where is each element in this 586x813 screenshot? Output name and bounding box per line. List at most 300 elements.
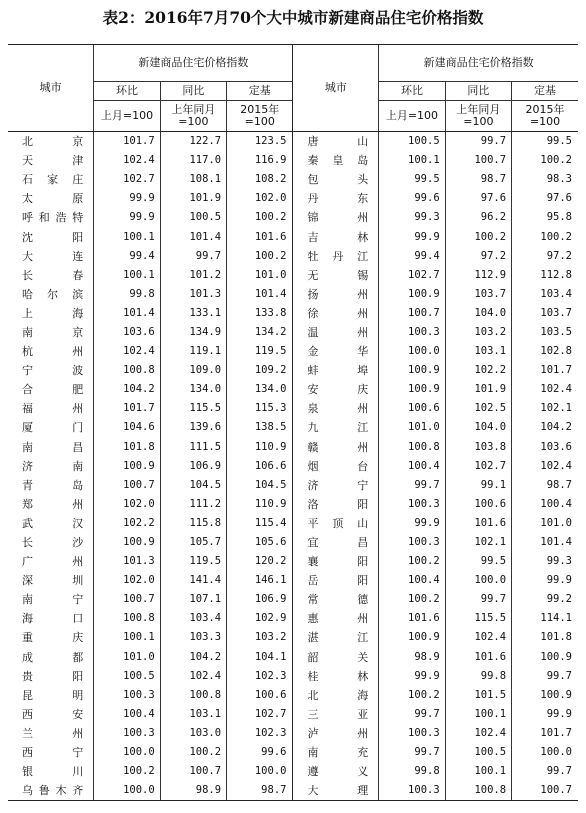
city-cell: 牡丹江 (293, 247, 379, 266)
yoy-cell: 99.7 (445, 590, 511, 609)
city-cell: 蚌埠 (293, 361, 379, 380)
yoy-cell: 115.5 (160, 399, 226, 418)
city-cell: 扬州 (293, 285, 379, 304)
mom-cell: 102.7 (379, 266, 445, 285)
fixed-cell: 101.7 (512, 361, 578, 380)
mom-cell: 99.6 (379, 189, 445, 208)
city-cell: 厦门 (22, 421, 84, 435)
yoy-cell: 103.1 (445, 342, 511, 361)
mom-cell: 99.7 (379, 476, 445, 495)
fixed-cell: 100.6 (227, 686, 293, 705)
fixed-cell: 102.4 (512, 380, 578, 399)
fixed-cell: 134.0 (227, 380, 293, 399)
mom-cell: 99.8 (94, 285, 160, 304)
mom-cell: 100.8 (379, 438, 445, 457)
mom-cell: 100.8 (94, 609, 160, 628)
city-cell: 西宁 (22, 746, 84, 760)
mom-cell: 100.2 (379, 686, 445, 705)
fixed-cell: 100.2 (227, 208, 293, 227)
mom-cell: 102.0 (94, 495, 160, 514)
index-group-header-right: 新建商品住宅价格指数 (379, 45, 578, 82)
mom-cell: 100.3 (94, 686, 160, 705)
yoy-base-right: 上年同月=100 (445, 101, 511, 132)
yoy-cell: 107.1 (160, 590, 226, 609)
yoy-cell: 97.2 (445, 247, 511, 266)
table-row (8, 380, 578, 399)
yoy-cell: 102.4 (160, 667, 226, 686)
yoy-cell: 99.7 (160, 247, 226, 266)
table-row (8, 361, 578, 380)
yoy-cell: 98.7 (445, 170, 511, 189)
fixed-cell: 109.2 (227, 361, 293, 380)
yoy-cell: 100.6 (445, 495, 511, 514)
fixed-cell: 119.5 (227, 342, 293, 361)
mom-cell: 99.9 (94, 208, 160, 227)
mom-cell: 100.1 (94, 628, 160, 647)
table-title: 表2：2016年7月70个大中城市新建商品住宅价格指数 (102, 8, 484, 27)
yoy-cell: 105.7 (160, 533, 226, 552)
fixed-cell: 114.1 (512, 609, 578, 628)
table-row (8, 304, 578, 323)
index-group-header-left: 新建商品住宅价格指数 (94, 45, 293, 82)
city-cell: 济南 (22, 459, 84, 473)
mom-cell: 100.9 (379, 628, 445, 647)
mom-cell: 100.4 (379, 571, 445, 590)
fixed-cell: 99.6 (227, 743, 293, 762)
table-row (8, 762, 578, 781)
table-row (8, 781, 578, 801)
yoy-cell: 100.2 (445, 227, 511, 246)
yoy-cell: 99.5 (445, 552, 511, 571)
city-cell: 贵阳 (22, 669, 84, 683)
mom-cell: 99.8 (379, 762, 445, 781)
table-row (8, 227, 578, 246)
city-cell: 北海 (293, 686, 379, 705)
city-cell: 福州 (22, 402, 84, 416)
mom-cell: 101.6 (379, 609, 445, 628)
city-cell: 大理 (293, 781, 379, 801)
yoy-cell: 108.1 (160, 170, 226, 189)
yoy-cell: 117.0 (160, 151, 226, 170)
fixed-cell: 102.1 (512, 399, 578, 418)
mom-base-left: 上月=100 (94, 101, 160, 132)
mom-cell: 101.0 (94, 648, 160, 667)
fixed-cell: 99.5 (512, 132, 578, 152)
table-row (8, 342, 578, 361)
city-cell: 重庆 (22, 631, 84, 645)
yoy-cell: 102.4 (445, 628, 511, 647)
city-cell: 湛江 (293, 628, 379, 647)
yoy-cell: 102.7 (445, 457, 511, 476)
yoy-cell: 103.1 (160, 705, 226, 724)
fixed-cell: 101.4 (227, 285, 293, 304)
mom-cell: 101.3 (94, 552, 160, 571)
table-row (8, 686, 578, 705)
yoy-cell: 99.1 (445, 476, 511, 495)
yoy-cell: 103.2 (445, 323, 511, 342)
fixed-cell: 106.9 (227, 590, 293, 609)
fixed-cell: 103.2 (227, 628, 293, 647)
mom-cell: 101.7 (94, 132, 160, 152)
table-row (8, 552, 578, 571)
table-row (8, 151, 578, 170)
city-cell: 洛阳 (293, 495, 379, 514)
city-cell: 西安 (22, 707, 84, 721)
table-row (8, 724, 578, 743)
yoy-cell: 104.0 (445, 304, 511, 323)
mom-cell: 99.4 (379, 247, 445, 266)
city-cell: 赣州 (293, 438, 379, 457)
city-cell: 金华 (293, 342, 379, 361)
fixed-cell: 102.8 (512, 342, 578, 361)
mom-cell: 102.7 (94, 170, 160, 189)
mom-cell: 100.3 (94, 724, 160, 743)
city-cell: 桂林 (293, 667, 379, 686)
yoy-cell: 100.5 (445, 743, 511, 762)
city-cell: 惠州 (293, 609, 379, 628)
city-cell: 宜昌 (293, 533, 379, 552)
fixed-cell: 104.5 (227, 476, 293, 495)
fixed-cell: 98.7 (227, 781, 293, 801)
fixed-cell: 138.5 (227, 418, 293, 437)
city-cell: 长沙 (22, 536, 84, 550)
fixed-cell: 101.0 (512, 514, 578, 533)
yoy-cell: 115.8 (160, 514, 226, 533)
mom-cell: 104.2 (94, 380, 160, 399)
city-cell: 武汉 (22, 516, 84, 530)
city-header-right: 城市 (293, 45, 379, 132)
city-cell: 南昌 (22, 440, 84, 454)
table-row (8, 399, 578, 418)
fixed-cell: 103.7 (512, 304, 578, 323)
yoy-cell: 102.1 (445, 533, 511, 552)
fixed-cell: 101.0 (227, 266, 293, 285)
city-cell: 南宁 (22, 593, 84, 607)
city-cell: 海口 (22, 612, 84, 626)
city-cell: 南京 (22, 325, 84, 339)
fixed-cell: 108.2 (227, 170, 293, 189)
table-row (8, 438, 578, 457)
yoy-cell: 103.7 (445, 285, 511, 304)
fixed-cell: 95.8 (512, 208, 578, 227)
city-cell: 泸州 (293, 724, 379, 743)
city-cell: 锦州 (293, 208, 379, 227)
mom-cell: 101.8 (94, 438, 160, 457)
city-cell: 丹东 (293, 189, 379, 208)
city-cell: 襄阳 (293, 552, 379, 571)
yoy-cell: 100.2 (160, 743, 226, 762)
yoy-cell: 100.7 (445, 151, 511, 170)
mom-cell: 100.3 (379, 533, 445, 552)
city-cell: 徐州 (293, 304, 379, 323)
yoy-cell: 119.5 (160, 552, 226, 571)
mom-cell: 99.5 (379, 170, 445, 189)
mom-cell: 102.4 (94, 342, 160, 361)
mom-cell: 101.0 (379, 418, 445, 437)
fixed-cell: 112.8 (512, 266, 578, 285)
table-row (8, 743, 578, 762)
fixed-cell: 100.4 (512, 495, 578, 514)
table-row (8, 170, 578, 189)
city-cell: 太原 (22, 192, 84, 206)
mom-cell: 100.3 (379, 323, 445, 342)
city-cell: 秦皇岛 (293, 151, 379, 170)
city-cell: 沈阳 (22, 230, 84, 244)
mom-cell: 99.7 (379, 705, 445, 724)
table-body (8, 132, 578, 801)
fixed-cell: 101.6 (227, 227, 293, 246)
mom-cell: 99.9 (379, 514, 445, 533)
mom-cell: 100.2 (379, 552, 445, 571)
yoy-cell: 99.8 (445, 667, 511, 686)
yoy-cell: 101.2 (160, 266, 226, 285)
mom-cell: 100.0 (379, 342, 445, 361)
yoy-header-left: 同比 (160, 82, 226, 101)
yoy-cell: 134.0 (160, 380, 226, 399)
mom-cell: 99.9 (94, 189, 160, 208)
table-row (8, 266, 578, 285)
city-cell: 杭州 (22, 345, 84, 359)
fixed-cell: 99.9 (512, 705, 578, 724)
fixed-cell: 116.9 (227, 151, 293, 170)
yoy-cell: 98.9 (160, 781, 226, 801)
city-cell: 三亚 (293, 705, 379, 724)
yoy-cell: 100.8 (445, 781, 511, 801)
city-cell: 银川 (22, 765, 84, 779)
city-cell: 吉林 (293, 227, 379, 246)
yoy-cell: 101.6 (445, 514, 511, 533)
mom-cell: 100.1 (94, 266, 160, 285)
city-cell: 济宁 (293, 476, 379, 495)
city-cell: 石家庄 (22, 173, 84, 187)
fixed-cell: 100.0 (512, 743, 578, 762)
yoy-cell: 103.8 (445, 438, 511, 457)
fixed-cell: 120.2 (227, 552, 293, 571)
mom-cell: 101.7 (94, 399, 160, 418)
yoy-cell: 101.3 (160, 285, 226, 304)
fixed-cell: 98.7 (512, 476, 578, 495)
mom-cell: 100.7 (94, 476, 160, 495)
table-row (8, 533, 578, 552)
city-cell: 长春 (22, 268, 84, 282)
mom-cell: 102.2 (94, 514, 160, 533)
table-row (8, 609, 578, 628)
table-row (8, 667, 578, 686)
mom-cell: 100.5 (94, 667, 160, 686)
city-cell: 深圳 (22, 574, 84, 588)
fixed-cell: 110.9 (227, 495, 293, 514)
yoy-cell: 133.1 (160, 304, 226, 323)
yoy-cell: 103.3 (160, 628, 226, 647)
table-row (8, 514, 578, 533)
city-header-left: 城市 (8, 45, 94, 132)
city-cell: 烟台 (293, 457, 379, 476)
fixed-cell: 100.9 (512, 648, 578, 667)
yoy-cell: 111.2 (160, 495, 226, 514)
city-cell: 呼和浩特 (22, 211, 84, 225)
city-cell: 常德 (293, 590, 379, 609)
mom-cell: 102.0 (94, 571, 160, 590)
city-cell: 九江 (293, 418, 379, 437)
table-row (8, 571, 578, 590)
yoy-cell: 112.9 (445, 266, 511, 285)
yoy-cell: 101.4 (160, 227, 226, 246)
yoy-cell: 115.5 (445, 609, 511, 628)
fixed-base-left: 2015年=100 (227, 101, 293, 132)
table-row (8, 418, 578, 437)
mom-cell: 99.9 (379, 667, 445, 686)
mom-header-left: 环比 (94, 82, 160, 101)
yoy-cell: 100.8 (160, 686, 226, 705)
table-row (8, 457, 578, 476)
mom-cell: 100.2 (94, 762, 160, 781)
city-cell: 宁波 (22, 364, 84, 378)
city-cell: 昆明 (22, 688, 84, 702)
yoy-header-right: 同比 (445, 82, 511, 101)
table-row (8, 476, 578, 495)
city-cell: 青岛 (22, 478, 84, 492)
mom-cell: 100.6 (379, 399, 445, 418)
mom-cell: 99.7 (379, 743, 445, 762)
table-row (8, 323, 578, 342)
city-cell: 唐山 (293, 132, 379, 152)
table-row (8, 285, 578, 304)
city-cell: 平顶山 (293, 514, 379, 533)
fixed-cell: 102.4 (512, 457, 578, 476)
city-cell: 广州 (22, 555, 84, 569)
fixed-cell: 104.1 (227, 648, 293, 667)
mom-cell: 100.0 (94, 781, 160, 801)
yoy-cell: 134.9 (160, 323, 226, 342)
city-cell: 安庆 (293, 380, 379, 399)
mom-header-right: 环比 (379, 82, 445, 101)
city-cell: 上海 (22, 306, 84, 320)
yoy-cell: 106.9 (160, 457, 226, 476)
table-row (8, 208, 578, 227)
yoy-cell: 103.4 (160, 609, 226, 628)
fixed-cell: 100.2 (512, 227, 578, 246)
yoy-cell: 99.7 (445, 132, 511, 152)
fixed-cell: 101.4 (512, 533, 578, 552)
mom-cell: 99.3 (379, 208, 445, 227)
city-cell: 北京 (22, 135, 84, 149)
fixed-base-right: 2015年=100 (512, 101, 578, 132)
fixed-cell: 102.0 (227, 189, 293, 208)
fixed-cell: 100.2 (227, 247, 293, 266)
yoy-cell: 102.4 (445, 724, 511, 743)
table-row (8, 648, 578, 667)
mom-cell: 98.9 (379, 648, 445, 667)
fixed-cell: 102.9 (227, 609, 293, 628)
table-row (8, 189, 578, 208)
fixed-cell: 115.4 (227, 514, 293, 533)
mom-cell: 100.4 (379, 457, 445, 476)
fixed-cell: 98.3 (512, 170, 578, 189)
mom-cell: 100.2 (379, 590, 445, 609)
yoy-cell: 96.2 (445, 208, 511, 227)
mom-cell: 100.0 (94, 743, 160, 762)
mom-cell: 99.9 (379, 227, 445, 246)
mom-cell: 103.6 (94, 323, 160, 342)
mom-base-right: 上月=100 (379, 101, 445, 132)
table-row (8, 247, 578, 266)
fixed-cell: 102.7 (227, 705, 293, 724)
yoy-cell: 111.5 (160, 438, 226, 457)
fixed-cell: 110.9 (227, 438, 293, 457)
yoy-cell: 102.5 (445, 399, 511, 418)
fixed-cell: 100.0 (227, 762, 293, 781)
mom-cell: 102.4 (94, 151, 160, 170)
yoy-cell: 100.5 (160, 208, 226, 227)
table-row (8, 495, 578, 514)
mom-cell: 100.4 (94, 705, 160, 724)
table-row (8, 628, 578, 647)
yoy-cell: 100.7 (160, 762, 226, 781)
mom-cell: 100.7 (94, 590, 160, 609)
fixed-cell: 99.7 (512, 762, 578, 781)
fixed-cell: 102.3 (227, 724, 293, 743)
city-cell: 韶关 (293, 648, 379, 667)
city-cell: 遵义 (293, 762, 379, 781)
fixed-cell: 134.2 (227, 323, 293, 342)
fixed-cell: 106.6 (227, 457, 293, 476)
city-cell: 合肥 (22, 383, 84, 397)
fixed-cell: 100.7 (512, 781, 578, 801)
fixed-cell: 101.7 (512, 724, 578, 743)
price-index-table (8, 44, 578, 801)
fixed-cell: 100.2 (512, 151, 578, 170)
yoy-cell: 119.1 (160, 342, 226, 361)
mom-cell: 100.9 (379, 361, 445, 380)
fixed-cell: 103.4 (512, 285, 578, 304)
mom-cell: 100.8 (94, 361, 160, 380)
yoy-cell: 101.9 (445, 380, 511, 399)
yoy-cell: 102.2 (445, 361, 511, 380)
fixed-cell: 99.3 (512, 552, 578, 571)
city-cell: 南充 (293, 743, 379, 762)
yoy-cell: 139.6 (160, 418, 226, 437)
mom-cell: 100.9 (94, 533, 160, 552)
city-cell: 乌鲁木齐 (8, 781, 94, 801)
yoy-cell: 100.0 (445, 571, 511, 590)
mom-cell: 100.3 (379, 781, 445, 801)
fixed-header-right: 定基 (512, 82, 578, 101)
mom-cell: 100.7 (379, 304, 445, 323)
fixed-cell: 133.8 (227, 304, 293, 323)
fixed-cell: 100.9 (512, 686, 578, 705)
yoy-cell: 100.1 (445, 762, 511, 781)
mom-cell: 100.9 (379, 285, 445, 304)
fixed-cell: 115.3 (227, 399, 293, 418)
city-cell: 岳阳 (293, 571, 379, 590)
mom-cell: 100.9 (94, 457, 160, 476)
mom-cell: 100.3 (379, 724, 445, 743)
fixed-cell: 97.2 (512, 247, 578, 266)
yoy-cell: 104.2 (160, 648, 226, 667)
city-cell: 郑州 (22, 497, 84, 511)
fixed-cell: 99.7 (512, 667, 578, 686)
fixed-cell: 103.6 (512, 438, 578, 457)
yoy-cell: 109.0 (160, 361, 226, 380)
fixed-cell: 101.8 (512, 628, 578, 647)
table-row (8, 132, 578, 152)
yoy-cell: 97.6 (445, 189, 511, 208)
mom-cell: 100.3 (379, 495, 445, 514)
yoy-cell: 100.1 (445, 705, 511, 724)
yoy-cell: 104.5 (160, 476, 226, 495)
fixed-cell: 104.2 (512, 418, 578, 437)
fixed-cell: 99.2 (512, 590, 578, 609)
